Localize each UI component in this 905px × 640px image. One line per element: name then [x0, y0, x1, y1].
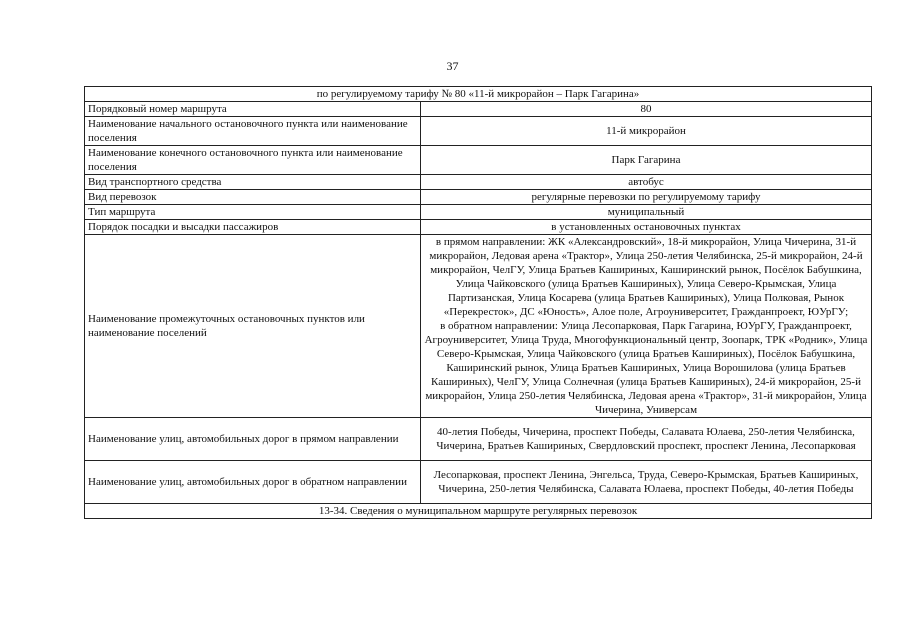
table-row: [85, 117, 872, 146]
stops-forward: в прямом направлении: ЖК «Александровский», 18-й микрорайон, Улица Чичерина, 31-й микрорайон, Ледовая арена «Трактор», Улица 250-летия Челябинска, 25-й микрорайон, 24-й микрорайон, ЧелГУ, Улица Братьев Кашириных, Каширинский рынок, Посёлок Бабушкина, Улица Чайковского (улица Братьев Кашириных), Улица Северо-Крымская, Улица Партизанская, Улица Косарева (улица Братьев Кашириных), Улица Полковая, Рынок «Перекресток», ДС «Юность», Алое поле, Агроуниверситет, Гражданпроект, ЮУрГУ;: [429, 236, 863, 318]
table-row: [85, 418, 872, 461]
route-type-label: Тип маршрута: [85, 205, 421, 220]
stops-backward: в обратном направлении: Улица Лесопарковая, Парк Гагарина, ЮУрГУ, Гражданпроект, Агроуниверситет, Улица Труда, Многофункциональный центр, Зоопарк, ТРК «Родник», Улица Северо-Крымская, Улица Чайковского (улица Братьев Кашириных), Посёлок Бабушкина, Каширинский рынок, Улица Братьев Кашириных, Улица Ворошилова (улица Братьев Кашириных), ЧелГУ, Улица Солнечная (улица Братьев Кашириных), 24-й микрорайон, 25-й микрорайон, Улица 250-летия Челябинска, Ледовая арена «Трактор», 31-й микрорайон, Улица Чичерина, Универсам: [424, 320, 868, 416]
end-stop-label: Наименование конечного остановочного пункта или наименование поселения: [85, 146, 421, 175]
table-row: [85, 190, 872, 205]
start-stop-label: Наименование начального остановочного пункта или наименование поселения: [85, 117, 421, 146]
table-footer-row: [85, 504, 872, 519]
transport-kind-label: Вид перевозок: [85, 190, 421, 205]
section-caption: 13-34. Сведения о муниципальном маршруте регулярных перевозок: [85, 504, 872, 519]
route-info-table: [84, 86, 872, 519]
table-row: [85, 461, 872, 504]
boarding-order-label: Порядок посадки и высадки пассажиров: [85, 220, 421, 235]
streets-backward-value: Лесопарковая, проспект Ленина, Энгельса, Труда, Северо-Крымская, Братьев Кашириных, Чичерина, 250-летия Челябинска, Салавата Юлаева, проспект Победы, 40-летия Победы: [421, 461, 872, 504]
boarding-order-value: в установленных остановочных пунктах: [421, 220, 872, 235]
transport-kind-value: регулярные перевозки по регулируемому тарифу: [421, 190, 872, 205]
table-row: [85, 146, 872, 175]
route-number-label: Порядковый номер маршрута: [85, 102, 421, 117]
vehicle-type-value: автобус: [421, 175, 872, 190]
table-row: [85, 205, 872, 220]
intermediate-stops-value: [421, 235, 872, 418]
streets-forward-value: 40-летия Победы, Чичерина, проспект Победы, Салавата Юлаева, 250-летия Челябинска, Чичерина, Братьев Кашириных, Свердловский проспект, проспект Ленина, Лесопарковая: [421, 418, 872, 461]
route-number-value: 80: [421, 102, 872, 117]
intermediate-stops-label: Наименование промежуточных остановочных пунктов или наименование поселений: [85, 235, 421, 418]
streets-backward-label: Наименование улиц, автомобильных дорог в обратном направлении: [85, 461, 421, 504]
start-stop-value: 11-й микрорайон: [421, 117, 872, 146]
table-row: [85, 235, 872, 418]
vehicle-type-label: Вид транспортного средства: [85, 175, 421, 190]
table-header-row: [85, 87, 872, 102]
table-row: [85, 220, 872, 235]
table-row: [85, 102, 872, 117]
page-number: 37: [446, 59, 459, 73]
end-stop-value: Парк Гагарина: [421, 146, 872, 175]
table-row: [85, 175, 872, 190]
route-type-value: муниципальный: [421, 205, 872, 220]
streets-forward-label: Наименование улиц, автомобильных дорог в прямом направлении: [85, 418, 421, 461]
route-header: по регулируемому тарифу № 80 «11-й микрорайон – Парк Гагарина»: [85, 87, 872, 102]
